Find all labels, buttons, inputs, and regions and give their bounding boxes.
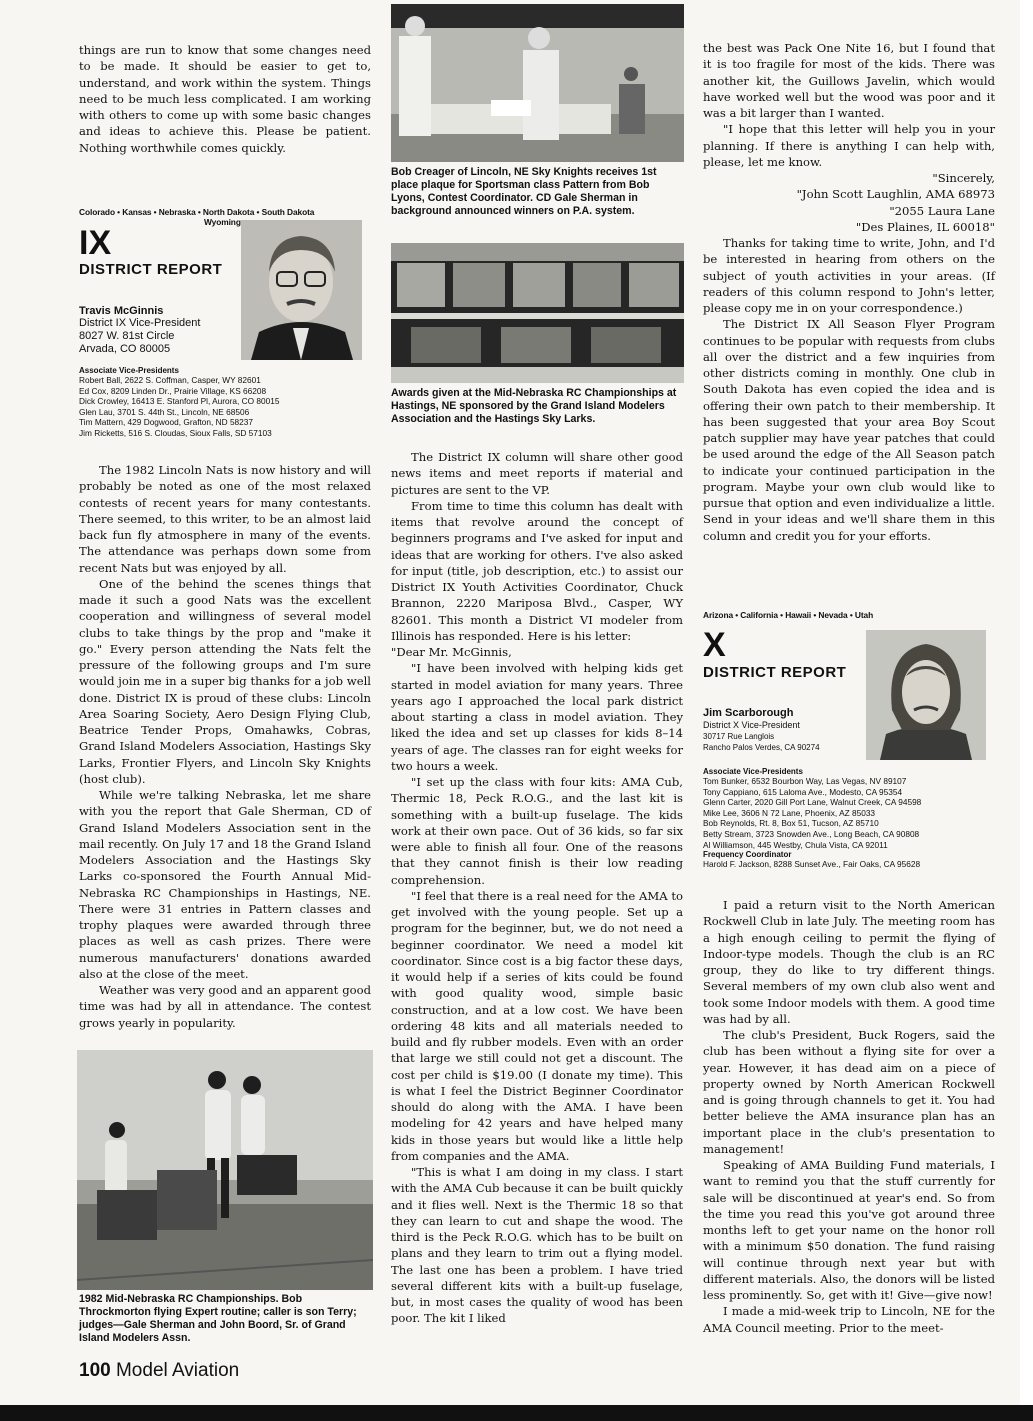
- associate-row: Dick Crowley, 16413 E. Stanford Pl, Aurora, CO 80015: [79, 396, 280, 407]
- photo-plaque-presentation: [391, 4, 684, 162]
- body-paragraph: The club's President, Buck Rogers, said the club has been without a flying site for over a year. However, it has dead aim on a piece of property owned by North American Rockwell and is going through channels to get it. You had better believe the AMA insurance plan has an important place in the club's presentation to management!: [703, 1028, 995, 1156]
- vp-portrait-scarborough: [866, 630, 986, 760]
- associate-row: Tom Bunker, 6532 Bourbon Way, Las Vegas, NV 89107: [703, 776, 907, 786]
- district-ix-associates: [79, 366, 379, 439]
- letter-paragraph: "I feel that there is a real need for the AMA to get involved with the young people. Set up a program for the beginner, but, we do not need a beginner coordinator. We need a model kit coordinator. Since cost is a big factor these days, it would help if a series of kits could be found with good quality wood, simple basic construction, and at a low cost. We have been ordering 48 kits and all materials needed to build and fly rubber models. Even with an order that large we still could not get a discount. The cost per child is $19.00 (I donate my time). This is what I feel the District Beginner Coordinator should do along with the AMA. I have been modeling for 42 years and have helped many kids in those years but would like a little help from companies and the AMA.: [391, 888, 683, 1163]
- vp-portrait-mcginnis: [241, 220, 362, 360]
- letter-continued: the best was Pack One Nite 16, but I found that it is too fragile for most of the kids. There was another kit, the Guillows Javelin, which would have worked well but the wood was poor and it was a bit larger than I wanted.: [703, 41, 995, 120]
- frequency-heading: Frequency Coordinator: [703, 850, 792, 860]
- associate-row: Ed Cox, 8209 Linden Dr., Prairie Village, KS 66208: [79, 385, 267, 396]
- district-x-numeral: X: [703, 626, 726, 664]
- vp-address-1: 30717 Rue Langlois: [703, 732, 775, 741]
- vp-title: District IX Vice-President: [79, 317, 201, 329]
- magazine-title: Model Aviation: [115, 1360, 240, 1381]
- letter-paragraph: "I have been involved with helping kids get started in model aviation for many years. Three years ago I approached the local park district about starting a class in model aviation. They liked the idea and set up classes for kids 8–14 years of age. The classes ran for eight weeks for two hours a week.: [391, 661, 683, 773]
- associate-row: Betty Stream, 3723 Snowden Ave., Long Beach, CA 90808: [703, 828, 920, 839]
- body-paragraph: Thanks for taking time to write, John, and I'd be interested in hearing from others on the subject of youth activities in your areas. (If readers of this column respond to John's letter, please copy me in on your correspondence.): [703, 236, 995, 315]
- signature-line: "2055 Laura Lane: [889, 203, 995, 218]
- signature-line: "Sincerely,: [932, 171, 995, 185]
- vp-address-2: Rancho Palos Verdes, CA 90274: [703, 743, 820, 752]
- body-paragraph: The District IX All Season Flyer Program continues to be popular with requests from clubs all over the district and a few inquiries from other districts coming in monthly. One club in South Dakota has even copied the idea and is offering their own patch to their membership. It has been suggested that your area Boy Scout patch supplier may have year patches that could be used around the edge of the All Season patch to indicate your continued participation in the program. Maybe your own club would like to pursue that option and even individualize a little. Send in your ideas and we'll share them in this column and credit you for your efforts.: [703, 317, 995, 543]
- column-1-intro: [79, 42, 371, 156]
- column-3-top: [703, 40, 995, 544]
- vp-title: District X Vice-President: [703, 720, 800, 730]
- district-x-associates: [703, 767, 1003, 870]
- column-2-body: [391, 449, 683, 1327]
- vp-address-1: 8027 W. 81st Circle: [79, 330, 175, 342]
- associate-row: Tim Mattern, 429 Dogwood, Grafton, ND 58237: [79, 417, 254, 428]
- photo-caption-plaque: Bob Creager of Lincoln, NE Sky Knights receives 1st place plaque for Sportsman class Pattern from Bob Lyons, Contest Coordinator. CD Gale Sherman in background announced winners on P.A. system.: [391, 166, 657, 217]
- associate-row: Glenn Carter, 2020 Gill Port Lane, Walnut Creek, CA 94598: [703, 797, 922, 808]
- letter-closing: "I hope that this letter will help you in your planning. If there is anything I can help with, please, let me know.: [703, 122, 995, 169]
- district-ix-vp-block: [79, 305, 200, 356]
- associate-row: Jim Ricketts, 516 S. Cloudas, Sioux Falls, SD 57103: [79, 427, 272, 438]
- associate-row: Robert Ball, 2622 S. Coffman, Casper, WY 82601: [79, 375, 261, 385]
- body-paragraph: Speaking of AMA Building Fund materials, I want to remind you that the stuff currently for sale will be discontinued at year's end. So from the time you read this you've got around three months left to get your name on the honor roll with a minimum $50 donation. The fund raising will continue through next year but with different materials. Also, the donors will be listed less prominently. So, get with it! Give—give now!: [703, 1158, 995, 1302]
- vp-name: Jim Scarborough: [703, 707, 794, 719]
- district-ix-states: Colorado • Kansas • Nebraska • North Dakota • South Dakota Wyoming: [79, 207, 315, 227]
- associates-heading: Associate Vice-Presidents: [79, 366, 179, 375]
- associate-row: Tony Cappiano, 615 Laloma Ave., Modesto, CA 95354: [703, 786, 903, 797]
- signature-line: "Des Plaines, IL 60018": [855, 219, 995, 234]
- district-x-vp-block: [703, 707, 820, 753]
- associate-row: Glen Lau, 3701 S. 44th St., Lincoln, NE 68506: [79, 406, 250, 417]
- associates-heading: Associate Vice-Presidents: [703, 767, 803, 776]
- vp-name: Travis McGinnis: [79, 305, 164, 317]
- signature-line: "John Scott Laughlin, AMA 68973: [796, 187, 995, 202]
- letter-salutation: "Dear Mr. McGinnis,: [391, 645, 512, 659]
- district-x-states: Arizona • California • Hawaii • Nevada • Utah: [703, 610, 874, 620]
- associate-row: Mike Lee, 3606 N 72 Lane, Phoenix, AZ 85033: [703, 807, 876, 818]
- page-footer: [79, 1360, 239, 1382]
- body-paragraph: I paid a return visit to the North American Rockwell Club in late July. The meeting room has a high enough ceiling to permit the flying of Indoor-type models. Though the club is an RC group, they do like to try different things. Several members of my own club also went and took some Indoor models with them. A good time was had by all.: [703, 898, 995, 1026]
- body-paragraph: While we're talking Nebraska, let me share with you the report that Gale Sherman, CD of Grand Island Modelers Association sent in the mail recently. On July 17 and 18 the Grand Island Modelers Association and the Hastings Sky Larks co-sponsored the Fourth Annual Mid-Nebraska RC Championships in Hastings, NE. There were 31 entries in Pattern classes and trophy plaques were awarded through three places as well as cash prizes. There were numerous manufacturers' donations awarded also at the close of the meet.: [79, 788, 371, 981]
- column-1-body: [79, 462, 371, 1031]
- photo-awards-table: [391, 243, 684, 383]
- page-number: 100: [79, 1360, 111, 1381]
- body-paragraph: The District IX column will share other good news items and meet reports if material and pictures are sent to the VP.: [391, 450, 683, 497]
- letter-paragraph: "This is what I am doing in my class. I start with the AMA Cub because it can be built quickly and it flies well. Next is the Thermic 18 so that they can learn to cut and shape the wood. The third is the Peck R.O.G. which has to be built on plans and they learn to trim out a flying model. The last one has been a problem. I have tried several different kits with a built-up fuselage, but, in most cases the quality of wood has been poor. The kit I liked: [391, 1165, 683, 1326]
- district-ix-report-title: DISTRICT REPORT: [79, 261, 223, 278]
- frequency-coordinator: Harold F. Jackson, 8288 Sunset Ave., Fair Oaks, CA 95628: [703, 859, 921, 870]
- district-ix-numeral: IX: [79, 224, 112, 262]
- body-paragraph: From time to time this column has dealt with items that revolve around the concept of beginners programs and I've asked for input and ideas that are working for others. I've also asked for input (title, job description, etc.) to assist our District IX Youth Activities Coordinator, Chuck Brannon, 2220 Mariposa Blvd., Casper, WY 82601. This month a District VI modeler from Illinois has responded. Here is his letter:: [391, 498, 683, 643]
- letter-paragraph: "I set up the class with four kits: AMA Cub, Thermic 18, Peck R.O.G., and the last kit is something with a built-up fuselage. The kids work at their own pace. Out of 36 kids, so far six were able to finish all four. One of the reasons that they cannot finish is their low reading comprehension.: [391, 775, 683, 887]
- vp-address-2: Arvada, CO 80005: [79, 343, 171, 355]
- photo-caption-awards: Awards given at the Mid-Nebraska RC Championships at Hastings, NE sponsored by the Grand Island Modelers Association and the Hastings Sky Larks.: [391, 387, 677, 425]
- body-paragraph: I made a mid-week trip to Lincoln, NE for the AMA Council meeting. Prior to the meet-: [703, 1304, 995, 1335]
- photo-caption-judges: 1982 Mid-Nebraska RC Championships. Bob Throckmorton flying Expert routine; caller is son Terry; judges—Gale Sherman and John Boord, Sr. of Grand Island Modelers Assn.: [79, 1293, 357, 1344]
- page-edge: [1020, 0, 1033, 1421]
- associate-row: Al Williamson, 445 Westby, Chula Vista, CA 92011: [703, 839, 888, 850]
- body-paragraph: The 1982 Lincoln Nats is now history and will probably be noted as one of the most relaxed contests of recent years for many contestants. There seemed, to this writer, to be an almost laid back fun fly atmosphere in many of the events. The attendance was perhaps down some from recent Nats but was enjoyed by all.: [79, 463, 371, 575]
- body-paragraph: One of the behind the scenes things that made it such a good Nats was the excellent cooperation and willingness of several model clubs to take things by the prop and "make it go." Every person attending the Nats felt the pressure of the following groups and I'm sure would join me in a super big thanks for a job well done. District IX is proud of these clubs: Lincoln Area Soaring Society, Aero Design Flying Club, Beatrice Tender Props, Omahawks, Cobras, Grand Island Modelers Association, Hastings Sky Larks, Frontier Flyers, and Lincoln Sky Knights (host club).: [79, 576, 371, 786]
- district-x-report-title: DISTRICT REPORT: [703, 664, 847, 681]
- scan-bottom-border: [0, 1405, 1033, 1421]
- photo-mid-nebraska-judges: [77, 1050, 373, 1290]
- body-paragraph: Weather was very good and an apparent good time was had by all in attendance. The contest grows yearly in popularity.: [79, 983, 371, 1030]
- intro-paragraph: things are run to know that some changes need to be made. It should be easier to get to, understand, and work within the system. Things need to be much less complicated. I am working with others to come up with some basic changes and ideas to achieve this. Please be patient. Nothing worthwhile comes quickly.: [79, 43, 371, 155]
- associate-row: Bob Reynolds, Rt. 8, Box 51, Tucson, AZ 85710: [703, 818, 879, 829]
- column-3-body: [703, 897, 995, 1336]
